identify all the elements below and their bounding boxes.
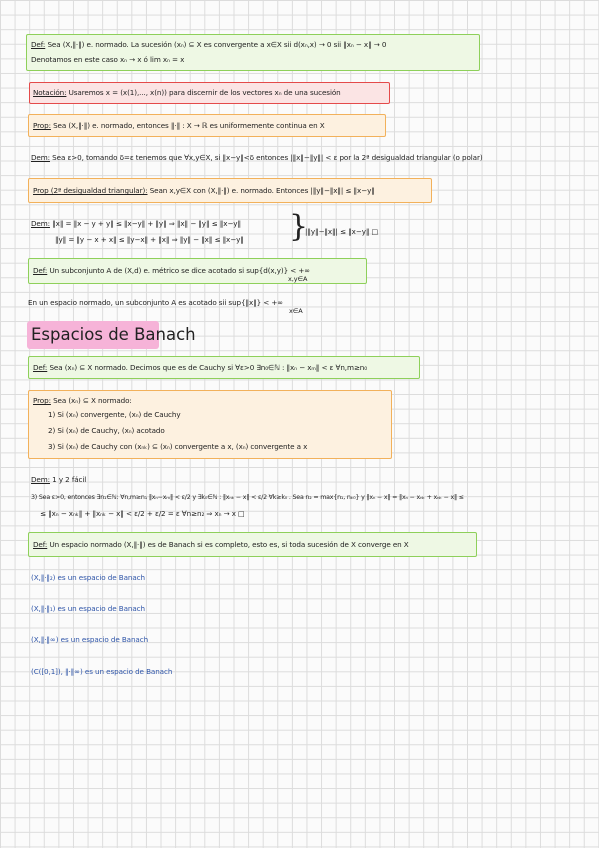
- def-label: Def:: [33, 266, 48, 275]
- brace-symbol: }: [289, 209, 309, 244]
- dem-label: Dem:: [31, 219, 50, 228]
- notation-label: Notación:: [33, 88, 67, 97]
- demonstration-triangular-result: |‖y‖−‖x‖| ≤ ‖x−y‖ □: [305, 227, 379, 236]
- definition-bounded-subscript: x,y∈A: [288, 275, 308, 283]
- prop-label: Prop:: [33, 396, 51, 405]
- notation-text: Notación: Usaremos x = (x(1),..., x(n)) para discernir de los vectores xₙ de una sucesión: [33, 88, 341, 97]
- proposition-continuity-text: Prop: Sea (X,‖·‖) e. normado, entonces ‖·‖ : X → ℝ es uniformemente continua en X: [33, 121, 325, 130]
- proposition-cauchy-item2: 2) Si (xₙ) de Cauchy, (xₙ) acotado: [48, 426, 165, 435]
- demonstration-triangular-line1: Dem: ‖x‖ = ‖x − y + y‖ ≤ ‖x−y‖ + ‖y‖ ⇒ ‖x‖ − ‖y‖ ≤ ‖x−y‖: [31, 219, 241, 228]
- definition-convergence-line1: Def: Sea (X,‖·‖) e. normado. La sucesión (xₙ) ⊆ X es convergente a x∈X sii d(xₙ,x) → 0 sii ‖xₙ − x‖ → 0: [31, 40, 387, 49]
- normed-bounded-note: En un espacio normado, un subconjunto A es acotado sii sup{‖x‖} < +∞: [28, 298, 284, 307]
- def-label: Def:: [31, 40, 46, 49]
- example-banach-space: (X,‖·‖₁) es un espacio de Banach: [31, 604, 145, 613]
- definition-banach-text: Def: Un espacio normado (X,‖·‖) es de Banach si es completo, esto es, si toda sucesión de X converge en X: [33, 540, 409, 549]
- demonstration-cauchy-line0: Dem: 1 y 2 fácil: [31, 475, 87, 484]
- proposition-cauchy-item3: 3) Si (xₙ) de Cauchy con (xₙₖ) ⊆ (xₙ) convergente a x, (xₙ) convergente a x: [48, 442, 308, 451]
- dem-label: Dem:: [31, 475, 50, 484]
- example-banach-space: (X,‖·‖₂) es un espacio de Banach: [31, 573, 145, 582]
- proposition-triangular-text: Prop (2ª desigualdad triangular): Sean x,y∈X con (X,‖·‖) e. normado. Entonces |‖y‖−‖x‖| ≤ ‖x−y‖: [33, 186, 375, 195]
- normed-bounded-subscript: x∈A: [289, 307, 303, 315]
- section-heading: Espacios de Banach: [31, 325, 196, 344]
- demonstration-cauchy-line2: ≤ ‖xₙ − xₙₖ‖ + ‖xₙₖ − x‖ < ε/2 + ε/2 = ε ∀n≥n₂ ⇒ xₙ → x □: [40, 509, 245, 518]
- example-banach-space: (C([0,1]), ‖·‖∞) es un espacio de Banach: [31, 667, 173, 676]
- prop-label: Prop (2ª desigualdad triangular):: [33, 186, 148, 195]
- example-banach-space: (X,‖·‖∞) es un espacio de Banach: [31, 635, 149, 644]
- def-label: Def:: [33, 540, 48, 549]
- definition-cauchy-text: Def: Sea (xₙ) ⊆ X normado. Decimos que es de Cauchy si ∀ε>0 ∃n₀∈ℕ : ‖xₙ − xₘ‖ < ε ∀n,m≥n₀: [33, 363, 368, 372]
- section-heading-highlight: [27, 321, 196, 349]
- proposition-cauchy-item1: 1) Si (xₙ) convergente, (xₙ) de Cauchy: [48, 410, 181, 419]
- dem-label: Dem:: [31, 153, 50, 162]
- demonstration-continuity: Dem: Sea ε>0, tomando δ=ε tenemos que ∀x,y∈X, si ‖x−y‖<δ entonces |‖x‖−‖y‖| < ε por la 2ª desigualdad triangular (o polar): [31, 153, 483, 162]
- demonstration-cauchy-line1: 3) Sea ε>0, entonces ∃n₁∈ℕ: ∀n,m≥n₁ ‖xₙ−xₘ‖ < ε/2 y ∃k₀∈ℕ : ‖xₙₖ − x‖ < ε/2 ∀k≥k₀ . Sea n₂ = max{n₁, nₖ₀} y ‖xₙ − x‖ = ‖xₙ − xₙₖ + xₙₖ − x‖ ≤: [31, 494, 464, 501]
- demonstration-triangular-line2: ‖y‖ = ‖y − x + x‖ ≤ ‖y−x‖ + ‖x‖ ⇒ ‖y‖ − ‖x‖ ≤ ‖x−y‖: [55, 235, 244, 244]
- definition-bounded-text: Def: Un subconjunto A de (X,d) e. métrico se dice acotado si sup{d(x,y)} < +∞: [33, 266, 311, 275]
- def-label: Def:: [33, 363, 48, 372]
- definition-convergence-line2: Denotamos en este caso xₙ → x ó lim xₙ = x: [31, 55, 185, 64]
- prop-label: Prop:: [33, 121, 51, 130]
- proposition-cauchy-intro: Prop: Sea (xₙ) ⊆ X normado:: [33, 396, 132, 405]
